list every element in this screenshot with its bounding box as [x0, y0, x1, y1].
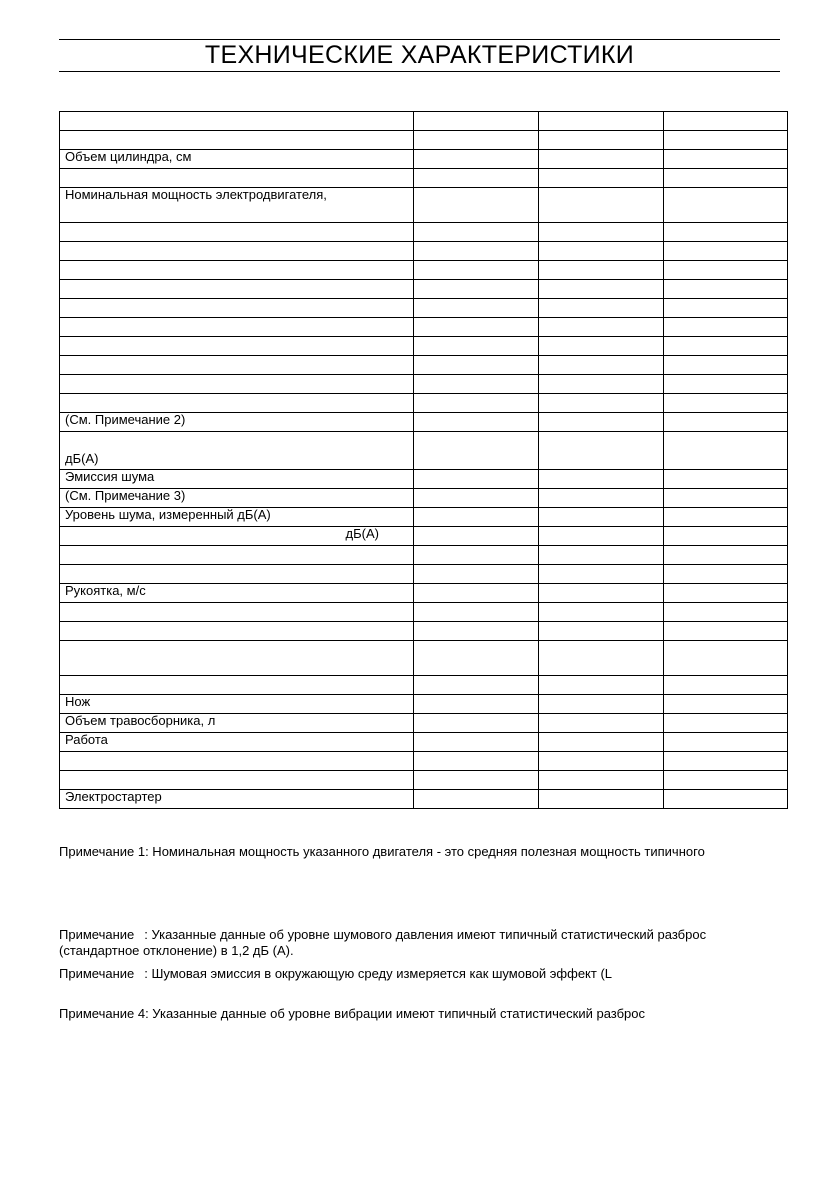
table-row — [60, 375, 788, 394]
table-row — [60, 714, 788, 733]
title-underline — [59, 71, 780, 72]
row-label: Объем травосборника, л — [60, 714, 414, 733]
note-1-text: Примечание 1: Номинальная мощность указанного двигателя - это средняя полезная мощность типичного — [59, 844, 705, 859]
table-row — [60, 527, 788, 546]
table-row — [60, 280, 788, 299]
note-4 — [59, 1006, 779, 1022]
table-row — [60, 413, 788, 432]
table-row — [60, 150, 788, 169]
row-label — [60, 356, 414, 375]
row-label — [60, 280, 414, 299]
note-2-text: : Указанные данные об уровне шумового давления имеют типичный статистический разброс (стандартное отклонение) в 1,2 дБ (A). — [59, 927, 707, 958]
note-2-prefix: Примечание — [59, 927, 135, 942]
note-1 — [59, 844, 779, 860]
row-label — [60, 337, 414, 356]
table-row — [60, 641, 788, 676]
row-label — [60, 565, 414, 584]
table-row — [60, 565, 788, 584]
table-row — [60, 695, 788, 714]
row-label — [60, 546, 414, 565]
table-row — [60, 356, 788, 375]
table-row — [60, 546, 788, 565]
row-label — [60, 223, 414, 242]
specifications-table — [59, 111, 788, 809]
table-row — [60, 169, 788, 188]
row-label: Номинальная мощность электродвигателя, — [60, 188, 414, 223]
row-label — [60, 169, 414, 188]
row-label — [60, 242, 414, 261]
row-label — [60, 622, 414, 641]
row-label — [60, 394, 414, 413]
row-label: Эмиссия шума — [60, 470, 414, 489]
row-label — [60, 771, 414, 790]
row-label: дБ(A) — [60, 432, 414, 470]
row-label — [60, 603, 414, 622]
note-3-prefix: Примечание — [59, 966, 135, 981]
table-row — [60, 470, 788, 489]
row-label: Объем цилиндра, см — [60, 150, 414, 169]
table-row — [60, 242, 788, 261]
table-row — [60, 318, 788, 337]
row-label: Нож — [60, 695, 414, 714]
table-row — [60, 584, 788, 603]
row-label: Работа — [60, 733, 414, 752]
table-row — [60, 752, 788, 771]
row-label — [60, 318, 414, 337]
row-label — [60, 676, 414, 695]
row-label: (См. Примечание 2) — [60, 413, 414, 432]
page-title: ТЕХНИЧЕСКИЕ ХАРАКТЕРИСТИКИ — [204, 41, 635, 69]
note-3 — [59, 966, 779, 982]
table-row — [60, 188, 788, 223]
table-row — [60, 489, 788, 508]
row-label — [60, 112, 414, 131]
table-row — [60, 261, 788, 280]
table-row — [60, 299, 788, 318]
table-row — [60, 223, 788, 242]
table-row — [60, 790, 788, 809]
row-label — [60, 299, 414, 318]
note-2 — [59, 927, 779, 959]
table-row — [60, 432, 788, 470]
row-label — [60, 641, 414, 676]
table-row — [60, 676, 788, 695]
row-label: (См. Примечание 3) — [60, 489, 414, 508]
table-row — [60, 112, 788, 131]
row-label — [60, 261, 414, 280]
table-row — [60, 771, 788, 790]
table-row — [60, 733, 788, 752]
row-label: Рукоятка, м/с — [60, 584, 414, 603]
table-row — [60, 508, 788, 527]
row-label — [60, 131, 414, 150]
table-row — [60, 337, 788, 356]
row-label — [60, 375, 414, 394]
table-row — [60, 131, 788, 150]
row-label — [60, 752, 414, 771]
note-4-text: Примечание 4: Указанные данные об уровне вибрации имеют типичный статистический разброс — [59, 1006, 646, 1021]
row-label: Уровень шума, измеренный дБ(A) — [60, 508, 414, 527]
row-label: Электростартер — [60, 790, 414, 809]
row-label: дБ(A) — [60, 527, 414, 546]
table-row — [60, 603, 788, 622]
table-row — [60, 622, 788, 641]
note-3-text: : Шумовая эмиссия в окружающую среду измеряется как шумовой эффект (L — [144, 966, 613, 981]
table-row — [60, 394, 788, 413]
